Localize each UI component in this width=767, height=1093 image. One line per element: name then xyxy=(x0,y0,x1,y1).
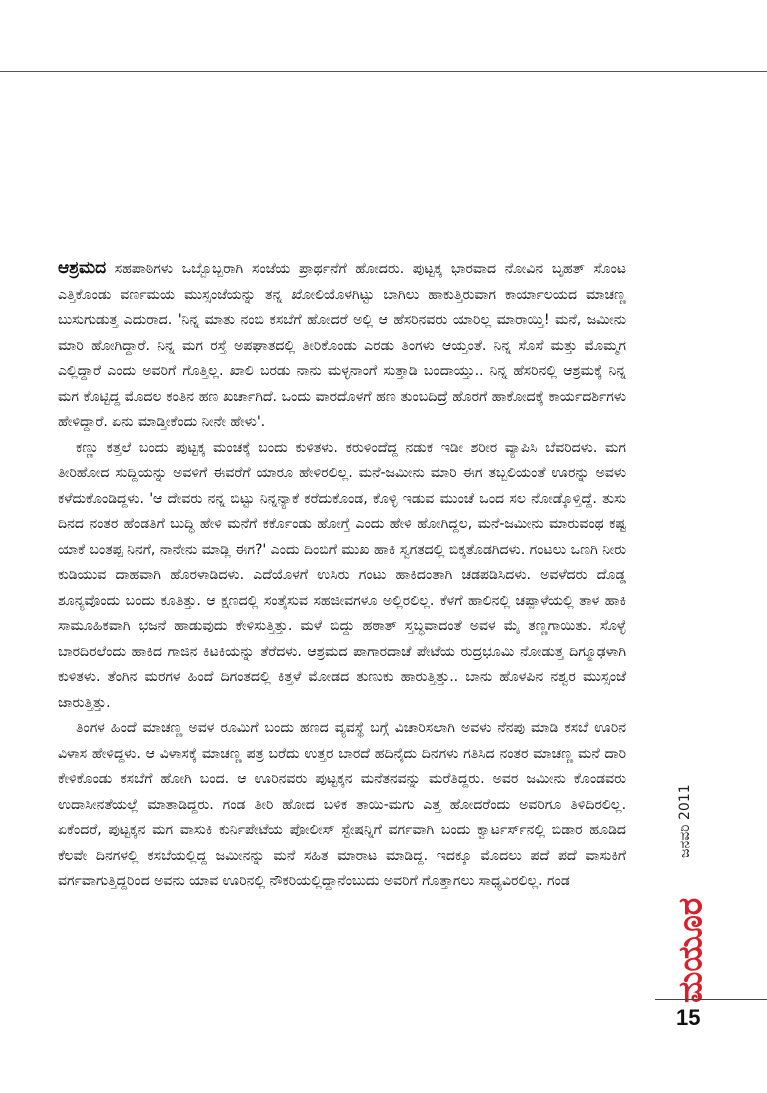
article-paragraph-1 xyxy=(58,256,626,436)
magazine-brand: ಮಯೂರ xyxy=(670,897,710,1004)
paragraph-1-text: ಸಹಪಾಠಿಗಳು ಒಬ್ಬೊಬ್ಬರಾಗಿ ಸಂಜೆಯ ಪ್ರಾರ್ಥನೆಗೆ ಹೋದರು. ಪುಟ್ಟಕ್ಕ ಭಾರವಾದ ನೋವಿನ ಬೃಹತ್ ಸೊಂಟ ಎತ್ತಿಕೊಂಡು ವರ್ಣಮಯ ಮುಸ್ಸಂಜೆಯನ್ನು ತನ್ನ ಖೋಲಿಯೊಳಗಿಟ್ಟು ಬಾಗಿಲು ಹಾಕುತ್ತಿರುವಾಗ ಕಾರ್ಯಾಲಯದ ಮಾಚಣ್ಣ ಬುಸುಗುಡುತ್ತ ಎದುರಾದ. 'ನಿನ್ನ ಮಾತು ನಂಬಿ ಕಸಬೆಗೆ ಹೋದರೆ ಅಲ್ಲಿ ಆ ಹೆಸರಿನವರು ಯಾರಿಲ್ಲ ಮಾರಾಯ್ತಿ! ಮನೆ, ಜಮೀನು ಮಾರಿ ಹೋಗಿದ್ದಾರೆ. ನಿನ್ನ ಮಗ ರಸ್ತೆ ಅಪಘಾತದಲ್ಲಿ ತೀರಿಕೊಂಡು ಎರಡು ತಿಂಗಳು ಆಯ್ತಂತೆ. ನಿನ್ನ ಸೊಸೆ ಮತ್ತು ಮೊಮ್ಮಗ ಎಲ್ಲಿದ್ದಾರೆ ಎಂದು ಅವರಿಗೆ ಗೊತ್ತಿಲ್ಲ. ಖಾಲಿ ಬರಡು ನಾನು ಮಳ್ಳನಾಂಗೆ ಸುತ್ತಾಡಿ ಬಂದಾಯ್ತು.. ನಿನ್ನ ಹೆಸರಿನಲ್ಲಿ ಆಶ್ರಮಕ್ಕೆ ನಿನ್ನ ಮಗ ಕೊಟ್ಟಿದ್ದ ಮೊದಲ ಕಂತಿನ ಹಣ ಖರ್ಚಾಗಿದೆ. ಒಂದು ವಾರದೊಳಗೆ ಹಣ ತುಂಬದಿದ್ರೆ ಹೊರಗೆ ಹಾಕೋದಕ್ಕೆ ಕಾರ್ಯದರ್ಶಿಗಳು ಹೇಳಿದ್ದಾರೆ. ಏನು ಮಾಡ್ತೀಕೆಂದು ನೀನೇ ಹೇಳು'. xyxy=(58,261,626,430)
article-paragraph-3: ತಿಂಗಳ ಹಿಂದೆ ಮಾಚಣ್ಣ ಅವಳ ರೂಮಿಗೆ ಬಂದು ಹಣದ ವ್ಯವಸ್ಥೆ ಬಗ್ಗೆ ವಿಚಾರಿಸಲಾಗಿ ಅವಳು ನೆನಪು ಮಾಡಿ ಕಸಬೆ ಊರಿನ ವಿಳಾಸ ಹೇಳಿದ್ದಳು. ಆ ವಿಳಾಸಕ್ಕೆ ಮಾಚಣ್ಣ ಪತ್ರ ಬರೆದು ಉತ್ತರ ಬಾರದೆ ಹದಿನೈದು ದಿನಗಳು ಗತಿಸಿದ ನಂತರ ಮಾಚಣ್ಣ ಮನೆ ದಾರಿ ಕೇಳಿಕೊಂಡು ಕಸಬೆಗೆ ಹೋಗಿ ಬಂದ. ಆ ಊರಿನವರು ಪುಟ್ಟಕ್ಕನ ಮನೆತನವನ್ನು ಮರೆತಿದ್ದರು. ಅವರ ಜಮೀನು ಕೊಂಡವರು ಉದಾಸೀನತೆಯಲ್ಲೆ ಮಾತಾಡಿದ್ದರು. ಗಂಡ ತೀರಿ ಹೋದ ಬಳಿಕ ತಾಯಿ-ಮಗು ಎತ್ತ ಹೋದರೆಂದು ಅವರಿಗೂ ತಿಳಿದಿರಲಿಲ್ಲ. ಏಕೆಂದರೆ, ಪುಟ್ಟಕ್ಕನ ಮಗ ವಾಸುಕಿ ಕುರ್ನಿಪೇಟೆಯ ಪೋಲೀಸ್ ಸ್ಟೇಷನ್ನಿಗೆ ವರ್ಗವಾಗಿ ಬಂದು ಕ್ವಾರ್ಟರ್ಸ್‌ನಲ್ಲಿ ಬಿಡಾರ ಹೂಡಿದ ಕೆಲವೇ ದಿನಗಳಲ್ಲಿ ಕಸಬೆಯಲ್ಲಿದ್ದ ಜಮೀನನ್ನು ಮನೆ ಸಹಿತ ಮಾರಾಟ ಮಾಡಿದ್ದ. ಇದಕ್ಕೂ ಮೊದಲು ಪದೆ ಪದೆ ವಾಸುಕಿಗೆ ವರ್ಗವಾಗುತ್ತಿದ್ದರಿಂದ ಅವನು ಯಾವ ಊರಿನಲ್ಲಿ ನೌಕರಿಯಲ್ಲಿದ್ದಾನೆಂಬುದು ಅವರಿಗೆ ಗೊತ್ತಾಗಲು ಸಾಧ್ಯವಿರಲಿಲ್ಲ. ಗಂಡ xyxy=(58,720,626,889)
top-rule xyxy=(0,71,767,72)
issue-date: ಜನವರಿ 2011 xyxy=(677,784,693,858)
page-number: 15 xyxy=(676,1005,701,1030)
article-paragraph-2: ಕಣ್ಣು ಕತ್ತಲೆ ಬಂದು ಪುಟ್ಟಕ್ಕ ಮಂಚಕ್ಕೆ ಬಂದು ಕುಳಿತಳು. ಕರುಳಿಂದೆದ್ದ ನಡುಕ ಇಡೀ ಶರೀರ ವ್ಯಾಪಿಸಿ ಬೆವರಿದಳು. ಮಗ ತೀರಿಹೋದ ಸುದ್ದಿಯನ್ನು ಅವಳಿಗೆ ಈವರೆಗೆ ಯಾರೂ ಹೇಳಿರಲಿಲ್ಲ. ಮನೆ-ಜಮೀನು ಮಾರಿ ಈಗ ತಬ್ಬಲಿಯಂತೆ ಊರನ್ನು ಅವಳು ಕಳೆದುಕೊಂಡಿದ್ದಳು. 'ಆ ದೇವರು ನನ್ನ ಬಿಟ್ಟು ನಿನ್ನನ್ಯಾಕೆ ಕರೆದುಕೊಂಡ, ಕೊಳ್ಳಿ ಇಡುವ ಮುಂಚೆ ಒಂದ ಸಲ ನೋಡ್ಕೊಳ್ತಿದ್ದೆ. ತುಸು ದಿನದ ನಂತರ ಹೆಂಡತಿಗೆ ಬುದ್ಧಿ ಹೇಳಿ ಮನೆಗೆ ಕರ್ಕೊಂಡು ಹೋಗ್ತೆ ಎಂದು ಹೇಳಿ ಹೋಗಿದ್ದಲ, ಮನೆ-ಜಮೀನು ಮಾರುವಂಥ ಕಷ್ಟ ಯಾಕೆ ಬಂತಪ್ಪ ನಿನಗೆ, ನಾನೇನು ಮಾಡ್ಲಿ ಈಗ?' ಎಂದು ದಿಂಬಿಗೆ ಮುಖ ಹಾಕಿ ಸ್ವಗತದಲ್ಲಿ ಬಿಕ್ಕತೊಡಗಿದಳು. ಗಂಟಲು ಒಣಗಿ ನೀರು ಕುಡಿಯುವ ದಾಹವಾಗಿ ಹೊರಳಾಡಿದಳು. ಎದೆಯೊಳಗೆ ಉಸಿರು ಗಂಟು ಹಾಕಿದಂತಾಗಿ ಚಡಪಡಿಸಿದಳು. ಅವಳೆದರು ದೊಡ್ಡ ಶೂನ್ಯವೊಂದು ಬಂದು ಕೂತಿತ್ತು. ಆ ಕ್ಷಣದಲ್ಲಿ ಸಂತೈಸುವ ಸಹಜೀವಗಳೂ ಅಲ್ಲಿರಲಿಲ್ಲ. ಕೆಳಗೆ ಹಾಲಿನಲ್ಲಿ ಚಪ್ಪಾಳೆಯಲ್ಲಿ ತಾಳ ಹಾಕಿ ಸಾಮೂಹಿಕವಾಗಿ ಭಜನೆ ಹಾಡುವುದು ಕೇಳಿಸುತ್ತಿತ್ತು. ಮಳೆ ಬಿದ್ದು ಹಠಾತ್ ಸ್ತಬ್ಧವಾದಂತೆ ಅವಳ ಮೈ ತಣ್ಣಗಾಯಿತು. ಸೊಳ್ಳೆ ಬಾರದಿರಲೆಂದು ಹಾಕಿದ ಗಾಜಿನ ಕಿಟಕಿಯನ್ನು ತೆರೆದಳು. ಆಶ್ರಮದ ಪಾಗಾರದಾಚೆ ಪೇಟೆಯ ರುದ್ರಭೂಮಿ ನೋಡುತ್ತ ದಿಗ್ಮೂಢಳಾಗಿ ಕುಳಿತಳು. ತೆಂಗಿನ ಮರಗಳ ಹಿಂದೆ ದಿಗಂತದಲ್ಲಿ ಕಿತ್ತಳೆ ಮೋಡದ ತುಣುಕು ಹಾರುತ್ತಿತ್ತು.. ಬಾನು ಹೊಳಪಿನ ನಶ್ವರ ಮುಸ್ಸಂಜೆ ಜಾರುತ್ತಿತ್ತು. xyxy=(58,439,626,711)
article-body xyxy=(58,256,626,895)
lead-word: ಆಶ್ರಮದ xyxy=(58,258,106,278)
footer-rule xyxy=(655,999,767,1000)
